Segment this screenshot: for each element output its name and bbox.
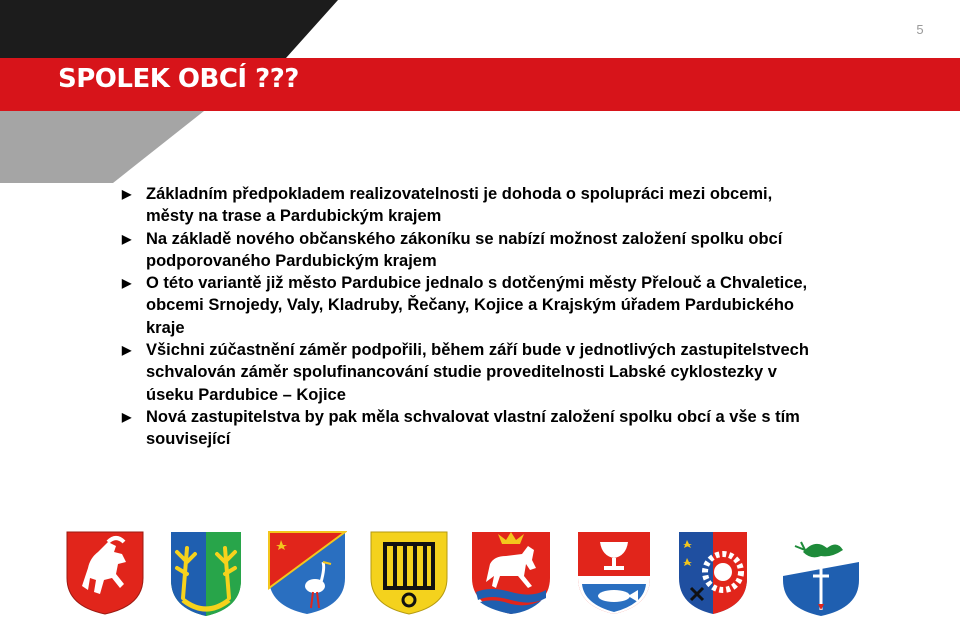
header-decoration <box>0 0 960 190</box>
dark-band <box>0 0 338 58</box>
bullet-list <box>122 183 822 451</box>
bullet-text: Všichni zúčastnění záměr podpořili, během září bude v jednotlivých zastupitelstvech schvalován záměr spolufinancování studie proveditelnosti Labské cyklostezky v úseku Pardubice – Kojice <box>146 341 809 404</box>
kojice-coat-of-arms-icon <box>781 528 861 618</box>
chvaletice-coat-of-arms-icon <box>677 528 749 616</box>
bullet-arrow-icon: ▶ <box>122 343 132 358</box>
srnojedy-coat-of-arms-icon <box>267 528 347 616</box>
bullet-arrow-icon: ▶ <box>122 276 132 291</box>
grey-band <box>0 111 204 183</box>
bullet-item <box>122 272 822 339</box>
bullet-text: Základním předpokladem realizovatelnosti je dohoda o spolupráci mezi obcemi, městy na trase a Pardubickým krajem <box>146 185 773 226</box>
bullet-item <box>122 339 822 406</box>
bullet-arrow-icon: ▶ <box>122 231 132 246</box>
bullet-text: Nová zastupitelstva by pak měla schvalovat vlastní založení spolku obcí a vše s tím související <box>146 407 800 449</box>
bullet-item <box>122 228 822 273</box>
prelouc-coat-of-arms-icon <box>169 528 243 618</box>
bullet-item <box>122 183 822 228</box>
kladruby-coat-of-arms-icon <box>470 528 552 616</box>
bullet-item <box>122 406 822 451</box>
bullet-arrow-icon: ▶ <box>122 409 132 424</box>
slide-number: 5 <box>916 22 924 37</box>
slide-title: SPOLEK OBCÍ ??? <box>58 64 299 94</box>
recany-coat-of-arms-icon <box>576 528 652 616</box>
bullet-text: O této variantě již město Pardubice jednalo s dotčenými městy Přelouč a Chvaletice, obcemi Srnojedy, Valy, Kladruby, Řečany, Kojice a Krajským úřadem Pardubického kraje <box>146 274 808 337</box>
pardubice-coat-of-arms-icon <box>64 528 146 616</box>
bullet-arrow-icon: ▶ <box>122 187 132 201</box>
coats-of-arms-row <box>0 528 960 625</box>
valy-coat-of-arms-icon <box>369 528 449 616</box>
bullet-text: Na základě nového občanského zákoníku se nabízí možnost založení spolku obcí podporovaného Pardubickým krajem <box>146 229 783 270</box>
